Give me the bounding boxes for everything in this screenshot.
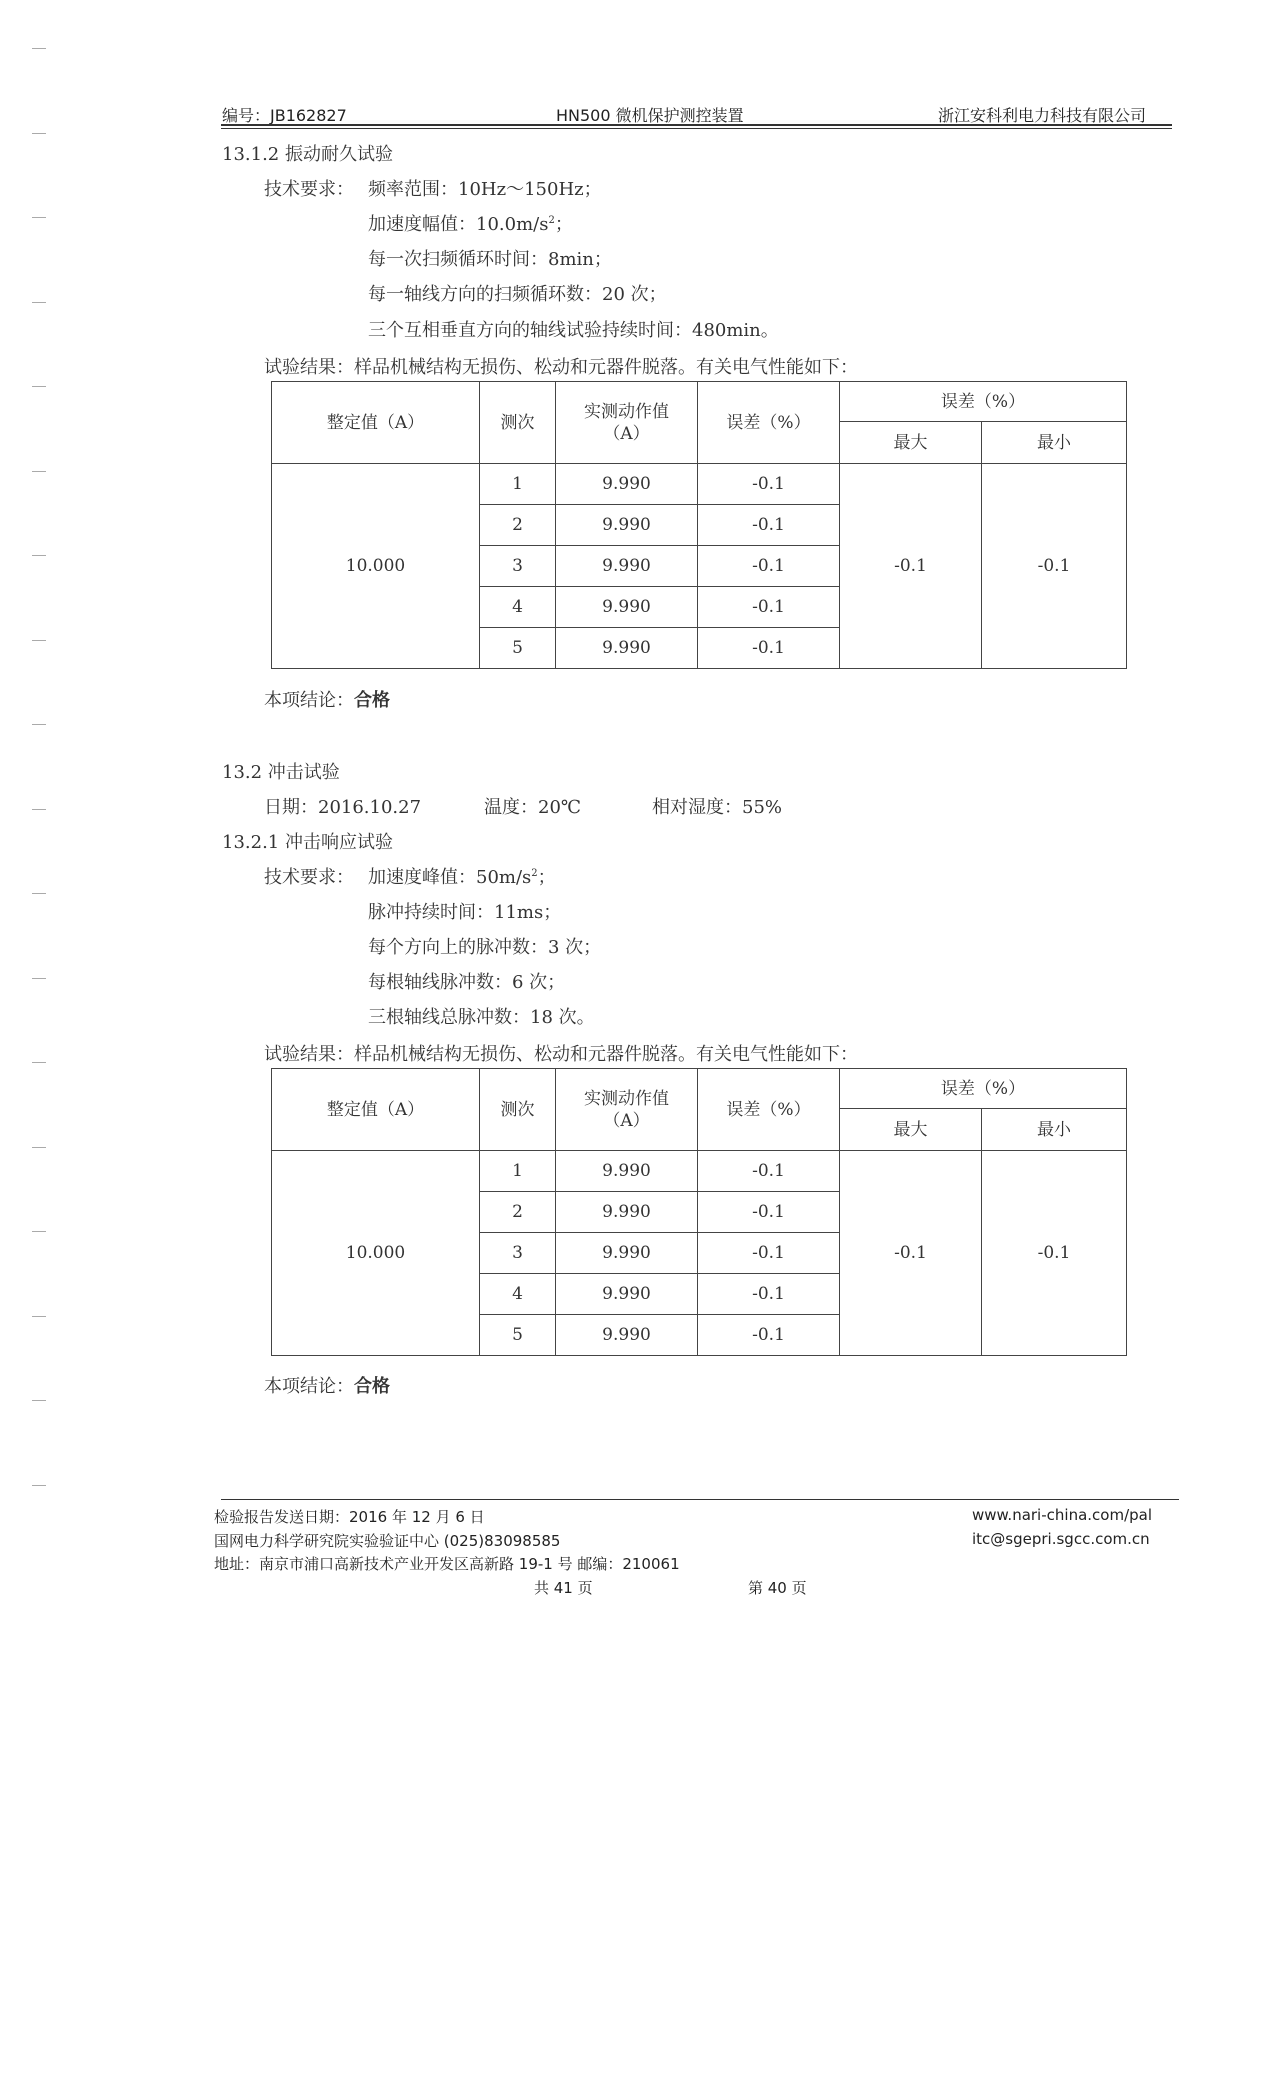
cell-measured: 9.990: [556, 1151, 698, 1192]
cell-count: 4: [480, 1274, 556, 1315]
institute-phone: 国网电力科学研究院实验验证中心 (025)83098585: [214, 1532, 561, 1550]
footer-rule: [221, 1499, 1179, 1500]
website-link[interactable]: www.nari-china.com/pal: [972, 1506, 1152, 1524]
test-result: 试验结果：样品机械结构无损伤、松动和元器件脱落。有关电气性能如下：: [264, 357, 858, 378]
results-table: [271, 381, 1127, 669]
cell-measured: 9.990: [556, 1233, 698, 1274]
scan-tick: [32, 1147, 46, 1148]
cell-count: 3: [480, 546, 556, 587]
scan-tick: [32, 302, 46, 303]
scan-tick: [32, 471, 46, 472]
header-count: 测次: [480, 382, 556, 464]
results-table: [271, 1068, 1127, 1356]
scan-tick: [32, 217, 46, 218]
cell-count: 2: [480, 505, 556, 546]
send-date: 检验报告发送日期：2016 年 12 月 6 日: [214, 1508, 485, 1526]
requirement-item: 每一次扫频循环时间：8min；: [368, 249, 612, 270]
cell-measured: 9.990: [556, 464, 698, 505]
scan-tick: [32, 893, 46, 894]
cell-error: -0.1: [698, 587, 840, 628]
scan-tick: [32, 1231, 46, 1232]
cell-error: -0.1: [698, 1233, 840, 1274]
cell-measured: 9.990: [556, 1192, 698, 1233]
scan-tick: [32, 386, 46, 387]
requirements-label: 技术要求：: [264, 179, 354, 200]
cell-error: -0.1: [698, 546, 840, 587]
requirement-item: 三个互相垂直方向的轴线试验持续时间：480min。: [368, 320, 779, 341]
scan-tick: [32, 1062, 46, 1063]
cell-count: 5: [480, 628, 556, 669]
header-min: 最小: [982, 422, 1127, 464]
scan-tick: [32, 978, 46, 979]
company-name: 浙江安科利电力科技有限公司: [938, 106, 1147, 125]
cell-count: 4: [480, 587, 556, 628]
cell-measured: 9.990: [556, 546, 698, 587]
section-heading: 13.1.2 振动耐久试验: [222, 144, 393, 165]
header-min: 最小: [982, 1109, 1127, 1151]
report-number: 编号：JB162827: [222, 106, 347, 125]
setting-value: 10.000: [272, 1151, 480, 1356]
cell-error: -0.1: [698, 1151, 840, 1192]
cell-measured: 9.990: [556, 1315, 698, 1356]
requirement-item: 脉冲持续时间：11ms；: [368, 902, 562, 923]
cell-error: -0.1: [698, 1192, 840, 1233]
conclusion: 本项结论：合格: [264, 690, 390, 711]
header-measured: 实测动作值 （A）: [556, 1069, 698, 1151]
cell-measured: 9.990: [556, 587, 698, 628]
scan-tick: [32, 1400, 46, 1401]
scan-tick: [32, 809, 46, 810]
setting-value: 10.000: [272, 464, 480, 669]
cell-error: -0.1: [698, 505, 840, 546]
requirement-item: 三根轴线总脉冲数：18 次。: [368, 1007, 595, 1028]
scan-tick: [32, 724, 46, 725]
test-date: 日期：2016.10.27: [264, 797, 422, 818]
section-heading: 13.2 冲击试验: [222, 762, 340, 783]
product-name: HN500 微机保护测控装置: [556, 106, 744, 125]
scan-tick: [32, 1485, 46, 1486]
requirements-label: 技术要求：: [264, 867, 354, 888]
page-number: 第 40 页: [748, 1579, 807, 1597]
conclusion: 本项结论：合格: [264, 1376, 390, 1397]
scan-tick: [32, 640, 46, 641]
cell-error: -0.1: [698, 1274, 840, 1315]
header-rule: [221, 124, 1172, 126]
requirement-item: 加速度幅值：$10.0m/s^2$；: [368, 214, 573, 235]
header-error: 误差（%）: [698, 1069, 840, 1151]
requirement-item: 频率范围：10Hz～150Hz；: [368, 179, 602, 200]
min-error: -0.1: [982, 464, 1127, 669]
requirement-item: 每个方向上的脉冲数：3 次；: [368, 937, 602, 958]
header-error: 误差（%）: [698, 382, 840, 464]
max-error: -0.1: [840, 1151, 982, 1356]
header-count: 测次: [480, 1069, 556, 1151]
cell-count: 2: [480, 1192, 556, 1233]
requirement-item: 每一轴线方向的扫频循环数：20 次；: [368, 284, 667, 305]
address: 地址：南京市浦口高新技术产业开发区高新路 19-1 号 邮编：210061: [214, 1555, 680, 1573]
max-error: -0.1: [840, 464, 982, 669]
cell-error: -0.1: [698, 628, 840, 669]
conclusion-value: 合格: [354, 1376, 390, 1397]
cell-measured: 9.990: [556, 628, 698, 669]
cell-measured: 9.990: [556, 505, 698, 546]
scan-tick: [32, 133, 46, 134]
test-temperature: 温度：20℃: [484, 797, 582, 818]
conclusion-value: 合格: [354, 690, 390, 711]
scan-tick: [32, 555, 46, 556]
test-result: 试验结果：样品机械结构无损伤、松动和元器件脱落。有关电气性能如下：: [264, 1044, 858, 1065]
header-error-group: 误差（%）: [840, 382, 1127, 422]
cell-count: 3: [480, 1233, 556, 1274]
scan-tick: [32, 48, 46, 49]
cell-measured: 9.990: [556, 1274, 698, 1315]
total-pages: 共 41 页: [534, 1579, 593, 1597]
requirement-item: 每根轴线脉冲数：6 次；: [368, 972, 566, 993]
subsection-heading: 13.2.1 冲击响应试验: [222, 832, 393, 853]
header-setting: 整定值（A）: [272, 382, 480, 464]
cell-count: 1: [480, 1151, 556, 1192]
scan-tick: [32, 1316, 46, 1317]
header-rule-thin: [221, 128, 1172, 129]
min-error: -0.1: [982, 1151, 1127, 1356]
header-max: 最大: [840, 422, 982, 464]
test-humidity: 相对湿度：55%: [652, 797, 783, 818]
cell-count: 5: [480, 1315, 556, 1356]
header-setting: 整定值（A）: [272, 1069, 480, 1151]
header-max: 最大: [840, 1109, 982, 1151]
requirement-item: 加速度峰值：$50m/s^2$；: [368, 867, 556, 888]
cell-error: -0.1: [698, 1315, 840, 1356]
header-measured: 实测动作值 （A）: [556, 382, 698, 464]
email-link[interactable]: itc@sgepri.sgcc.com.cn: [972, 1530, 1150, 1548]
cell-error: -0.1: [698, 464, 840, 505]
cell-count: 1: [480, 464, 556, 505]
header-error-group: 误差（%）: [840, 1069, 1127, 1109]
